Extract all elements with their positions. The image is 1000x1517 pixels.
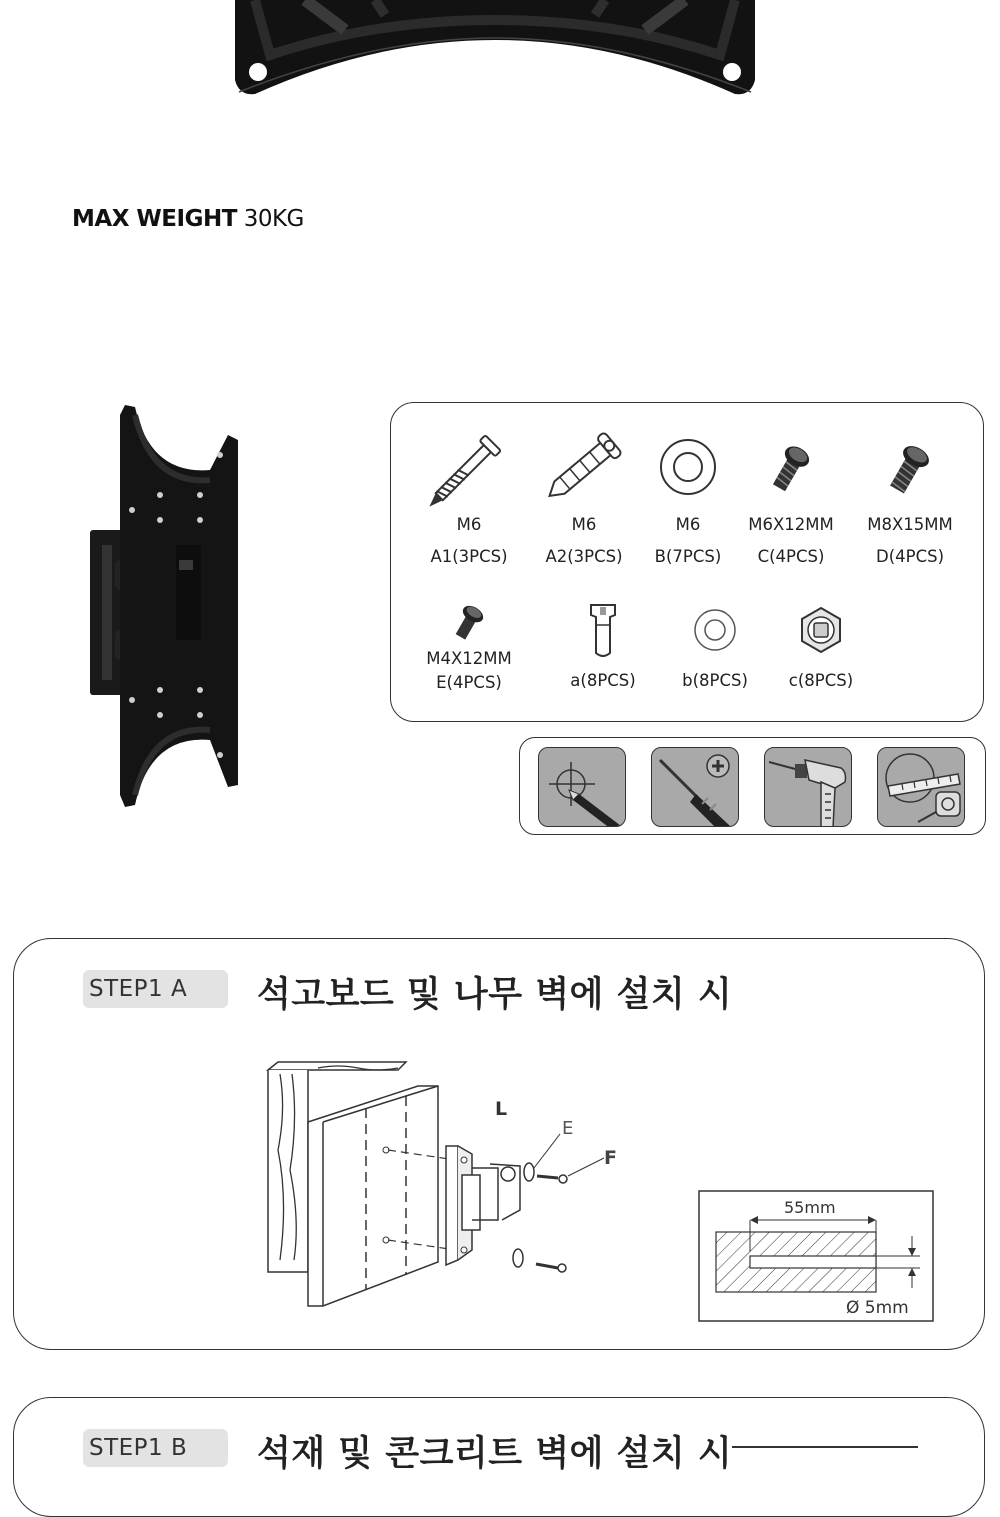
electric-drill-icon xyxy=(765,748,852,827)
part-code: D(4PCS) xyxy=(875,547,945,566)
step-tag: STEP1 A xyxy=(83,970,228,1008)
part-code: b(8PCS) xyxy=(682,671,748,690)
part-code: A2(3PCS) xyxy=(545,547,623,566)
long-screw-icon xyxy=(419,425,519,509)
tool-pencil xyxy=(538,747,626,827)
part-size: M6 xyxy=(456,515,482,534)
tape-measure-icon xyxy=(878,748,965,827)
part-size: M8X15MM xyxy=(867,515,953,534)
step-title: 석재 및 콘크리트 벽에 설치 시 xyxy=(257,1434,733,1474)
tool-drill xyxy=(764,747,852,827)
hardware-parts-list xyxy=(390,402,984,722)
label-f: F xyxy=(604,1147,617,1169)
part-a2 xyxy=(529,425,639,573)
step-title: 석고보드 및 나무 벽에 설치 시 xyxy=(257,975,733,1015)
phillips-screwdriver-icon xyxy=(652,748,739,827)
part-size: M6 xyxy=(675,515,701,534)
bracket-plate-image xyxy=(225,0,765,110)
max-weight-value: 30KG xyxy=(243,206,304,232)
title-underline xyxy=(732,1446,918,1448)
part-code: B(7PCS) xyxy=(654,547,722,566)
part-size: M6X12MM xyxy=(748,515,834,534)
part-code: c(8PCS) xyxy=(788,671,854,690)
screw-icon xyxy=(746,425,836,509)
part-code: C(4PCS) xyxy=(757,547,825,566)
step1b-card xyxy=(13,1397,985,1517)
part-code: A1(3PCS) xyxy=(430,547,508,566)
small-screw-icon xyxy=(424,595,514,647)
hex-nut-icon xyxy=(776,595,866,665)
tool-screwdriver xyxy=(651,747,739,827)
tool-tape-measure xyxy=(877,747,965,827)
part-b xyxy=(641,425,735,573)
part-code: a(8PCS) xyxy=(570,671,636,690)
part-b-small xyxy=(665,595,765,697)
hole-depth-label: 55mm xyxy=(784,1198,836,1217)
wall-anchor-icon xyxy=(534,425,634,509)
tv-mount-product-image xyxy=(80,395,255,815)
step-tag: STEP1 B xyxy=(83,1429,228,1467)
pencil-mark-icon xyxy=(539,748,626,827)
max-weight-label: MAX WEIGHT xyxy=(72,206,237,232)
part-e xyxy=(409,595,529,695)
hole-diameter-label: Ø 5mm xyxy=(846,1298,909,1318)
part-a1 xyxy=(413,425,525,573)
part-c xyxy=(739,425,843,573)
screw-icon xyxy=(865,425,955,509)
spacer-bolt-icon xyxy=(558,595,648,665)
small-washer-icon xyxy=(670,595,760,665)
part-a-small xyxy=(553,595,653,697)
wood-wall-install-diagram xyxy=(258,1050,638,1315)
max-weight-spec xyxy=(72,206,304,232)
part-d xyxy=(855,425,965,573)
required-tools xyxy=(519,737,986,835)
part-size: M4X12MM xyxy=(426,649,512,668)
part-size: M6 xyxy=(571,515,597,534)
label-l: L xyxy=(495,1098,508,1120)
part-code: E(4PCS) xyxy=(436,673,502,692)
label-e: E xyxy=(562,1118,574,1139)
washer-icon xyxy=(643,425,733,509)
part-c-small xyxy=(771,595,871,697)
